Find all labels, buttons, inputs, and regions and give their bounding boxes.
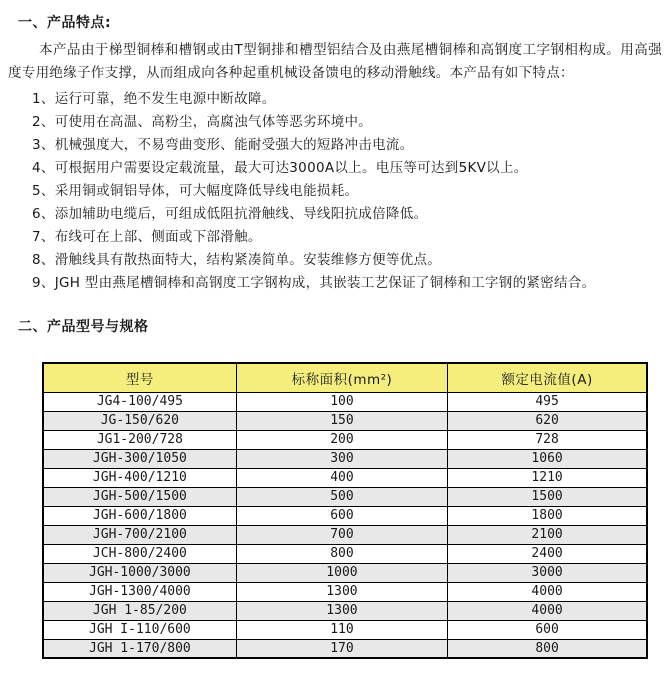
feature-item: 3、机械强度大，不易弯曲变形、能耐受强大的短路冲击电流。 xyxy=(32,137,414,153)
model-cell: JCH-800/2400 xyxy=(43,544,236,563)
feature-item: 1、运行可靠，绝不发生电源中断故障。 xyxy=(32,91,276,107)
current-cell: 600 xyxy=(448,620,647,639)
current-cell: 495 xyxy=(448,392,647,411)
header-cell: 额定电流值(A) xyxy=(448,363,647,392)
model-cell: JGH-700/2100 xyxy=(43,525,236,544)
feature-item: 4、可根据用户需要设定载流量，最大可达3000A以上。电压等可达到5KV以上。 xyxy=(32,160,528,176)
feature-item: 6、添加辅助电缆后，可组成低阻抗滑触线、导线阳抗成倍降低。 xyxy=(32,206,428,222)
table-row xyxy=(43,468,647,487)
feature-list xyxy=(32,88,662,295)
current-cell: 728 xyxy=(448,430,647,449)
area-cell: 300 xyxy=(236,449,447,468)
table-row xyxy=(43,544,647,563)
area-cell: 800 xyxy=(236,544,447,563)
current-cell: 1060 xyxy=(448,449,647,468)
feature-item: 8、滑触线具有散热面特大，结构紧凑简单。安装维修方便等优点。 xyxy=(32,252,442,268)
table-row xyxy=(43,639,647,658)
model-cell: JGH 1-85/200 xyxy=(43,601,236,620)
table-row xyxy=(43,601,647,620)
current-cell: 2400 xyxy=(448,544,647,563)
model-cell: JGH-400/1210 xyxy=(43,468,236,487)
section-1-title: 一、产品特点: xyxy=(18,15,112,31)
model-cell: JGH I-110/600 xyxy=(43,620,236,639)
area-cell: 170 xyxy=(236,639,447,658)
area-cell: 1300 xyxy=(236,582,447,601)
table-row xyxy=(43,620,647,639)
area-cell: 1300 xyxy=(236,601,447,620)
current-cell: 2100 xyxy=(448,525,647,544)
current-cell: 1800 xyxy=(448,506,647,525)
table-row xyxy=(43,430,647,449)
table-row xyxy=(43,582,647,601)
current-cell: 4000 xyxy=(448,601,647,620)
model-cell: JGH 1-170/800 xyxy=(43,639,236,658)
table-header-row xyxy=(43,363,647,392)
table-row xyxy=(43,506,647,525)
table-row xyxy=(43,525,647,544)
model-cell: JG4-100/495 xyxy=(43,392,236,411)
area-cell: 700 xyxy=(236,525,447,544)
current-cell: 3000 xyxy=(448,563,647,582)
model-cell: JGH-1000/3000 xyxy=(43,563,236,582)
area-cell: 1000 xyxy=(236,563,447,582)
header-cell: 型号 xyxy=(43,363,236,392)
feature-item: 9、JGH 型由燕尾槽铜棒和高钢度工字钢构成，其嵌装工艺保证了铜棒和工字钢的紧密结合。 xyxy=(32,275,596,291)
model-cell: JGH-300/1050 xyxy=(43,449,236,468)
current-cell: 4000 xyxy=(448,582,647,601)
table-row xyxy=(43,563,647,582)
table-row xyxy=(43,487,647,506)
area-cell: 500 xyxy=(236,487,447,506)
area-cell: 150 xyxy=(236,411,447,430)
model-cell: JG1-200/728 xyxy=(43,430,236,449)
area-cell: 110 xyxy=(236,620,447,639)
model-cell: JGH-600/1800 xyxy=(43,506,236,525)
feature-item: 5、采用铜或铜铝导体，可大幅度降低导线电能损耗。 xyxy=(32,183,359,199)
table-body xyxy=(43,392,647,658)
intro-paragraph: 本产品由于梯型铜棒和槽钢或由T型铜排和槽型铝结合及由燕尾槽铜棒和高钢度工字钢相构成。用高强度专用绝缘子作支撑，从而组成向各种起重机械设备馈电的移动滑触线。本产品有如下特点： xyxy=(8,42,662,81)
current-cell: 620 xyxy=(448,411,647,430)
model-cell: JGH-500/1500 xyxy=(43,487,236,506)
current-cell: 1210 xyxy=(448,468,647,487)
area-cell: 600 xyxy=(236,506,447,525)
feature-item: 7、布线可在上部、侧面或下部滑触。 xyxy=(32,229,262,245)
area-cell: 400 xyxy=(236,468,447,487)
table-row xyxy=(43,392,647,411)
area-cell: 100 xyxy=(236,392,447,411)
table-row xyxy=(43,411,647,430)
feature-item: 2、可使用在高温、高粉尘，高腐浊气体等恶劣环境中。 xyxy=(32,114,373,130)
model-cell: JG-150/620 xyxy=(43,411,236,430)
current-cell: 1500 xyxy=(448,487,647,506)
model-cell: JGH-1300/4000 xyxy=(43,582,236,601)
spec-table xyxy=(42,362,648,659)
section-2-title: 二、产品型号与规格 xyxy=(18,319,149,335)
table-row xyxy=(43,449,647,468)
area-cell: 200 xyxy=(236,430,447,449)
header-cell: 标称面积(mm²) xyxy=(236,363,447,392)
current-cell: 800 xyxy=(448,639,647,658)
